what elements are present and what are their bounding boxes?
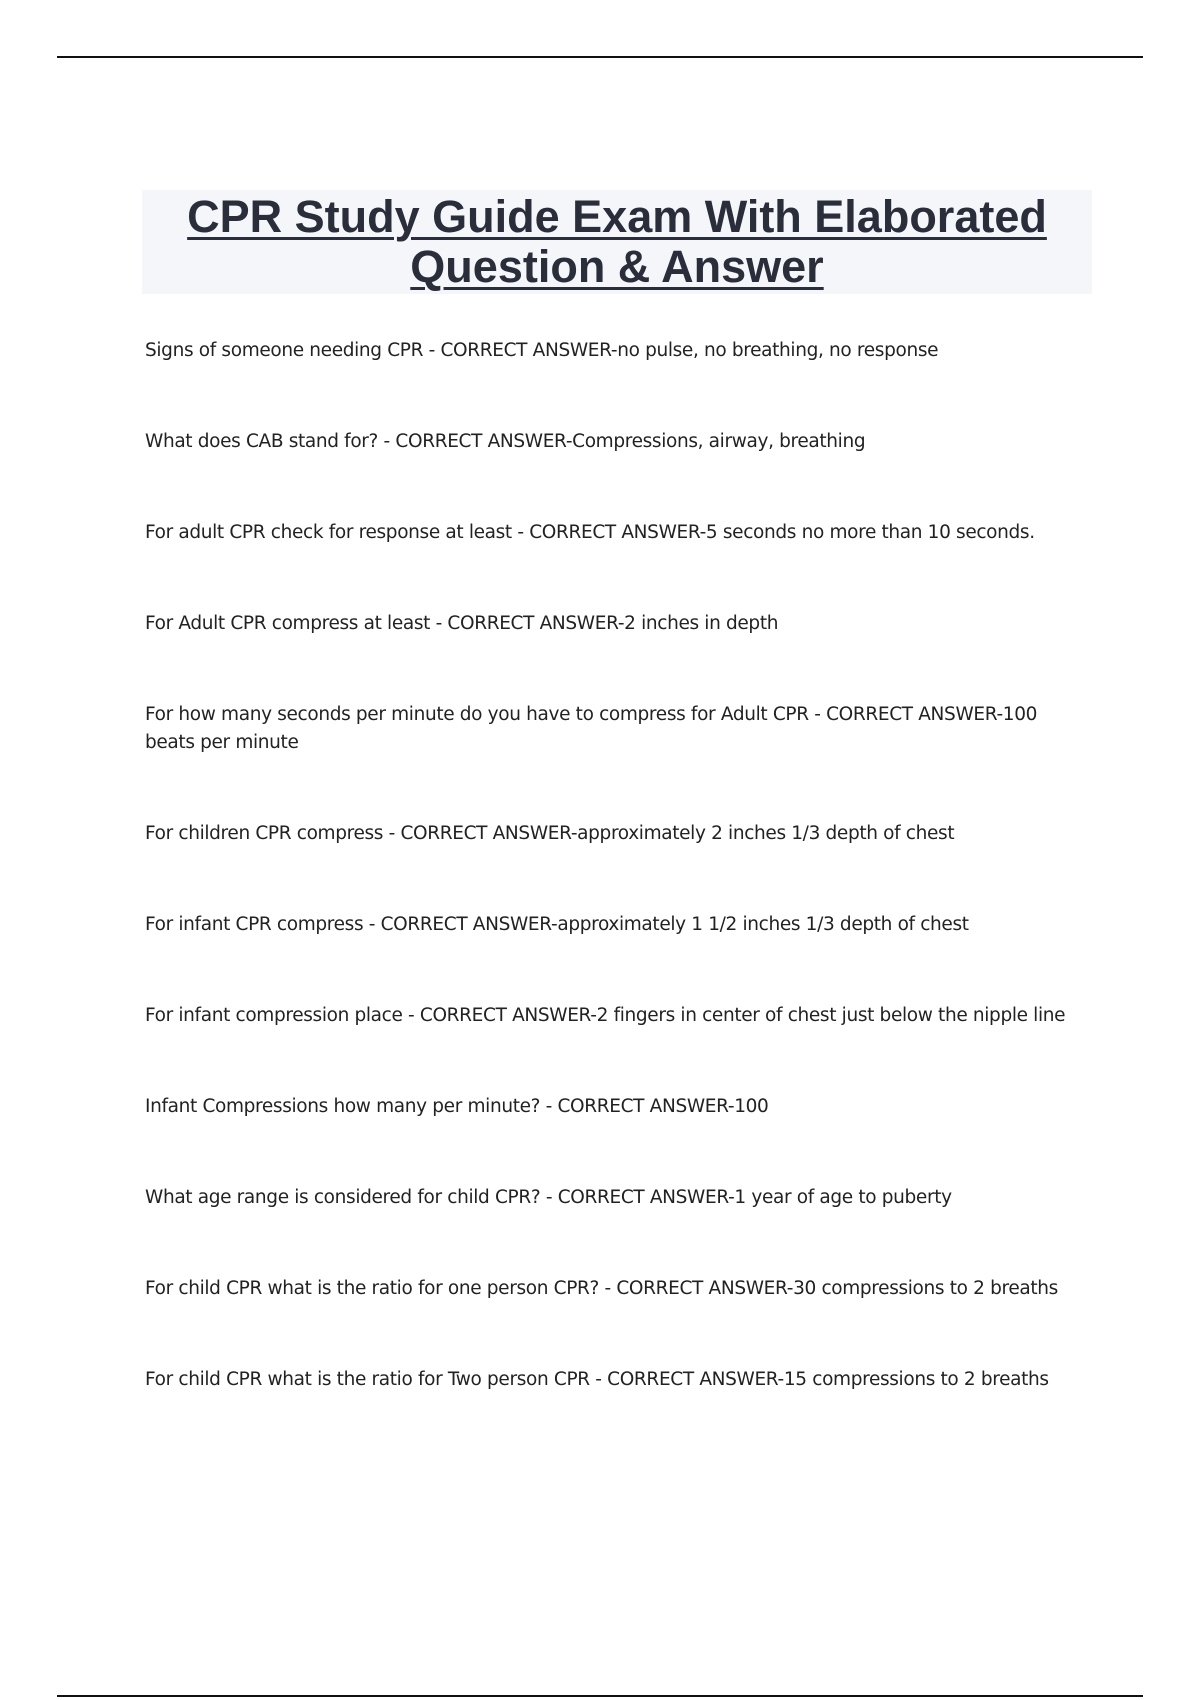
header-rule [57,56,1143,58]
qa-item: What does CAB stand for? - CORRECT ANSWER-Compressions, airway, breathing [145,431,866,452]
qa-item: For Adult CPR compress at least - CORRECT ANSWER-2 inches in depth [145,613,779,634]
qa-item: For child CPR what is the ratio for Two person CPR - CORRECT ANSWER-15 compressions to 2 breaths [145,1369,1049,1390]
qa-item: For adult CPR check for response at least - CORRECT ANSWER-5 seconds no more than 10 seconds. [145,522,1035,543]
title-line-2: Question & Answer [410,241,824,292]
qa-item: For children CPR compress - CORRECT ANSWER-approximately 2 inches 1/3 depth of chest [145,823,955,844]
footer-rule [57,1695,1143,1697]
qa-list [145,337,1085,1394]
title-line-1: CPR Study Guide Exam With Elaborated [187,191,1047,242]
qa-item: For infant CPR compress - CORRECT ANSWER-approximately 1 1/2 inches 1/3 depth of chest [145,914,969,935]
qa-item: Signs of someone needing CPR - CORRECT ANSWER-no pulse, no breathing, no response [145,340,939,361]
qa-item: For infant compression place - CORRECT ANSWER-2 fingers in center of chest just below the nipple line [145,1005,1066,1026]
qa-item: Infant Compressions how many per minute? - CORRECT ANSWER-100 [145,1096,769,1117]
document-title [142,190,1092,294]
qa-item: For child CPR what is the ratio for one person CPR? - CORRECT ANSWER-30 compressions to 2 breaths [145,1278,1058,1299]
qa-item: What age range is considered for child CPR? - CORRECT ANSWER-1 year of age to puberty [145,1187,952,1208]
qa-item: For how many seconds per minute do you have to compress for Adult CPR - CORRECT ANSWER-100 beats per minute [145,704,1038,753]
